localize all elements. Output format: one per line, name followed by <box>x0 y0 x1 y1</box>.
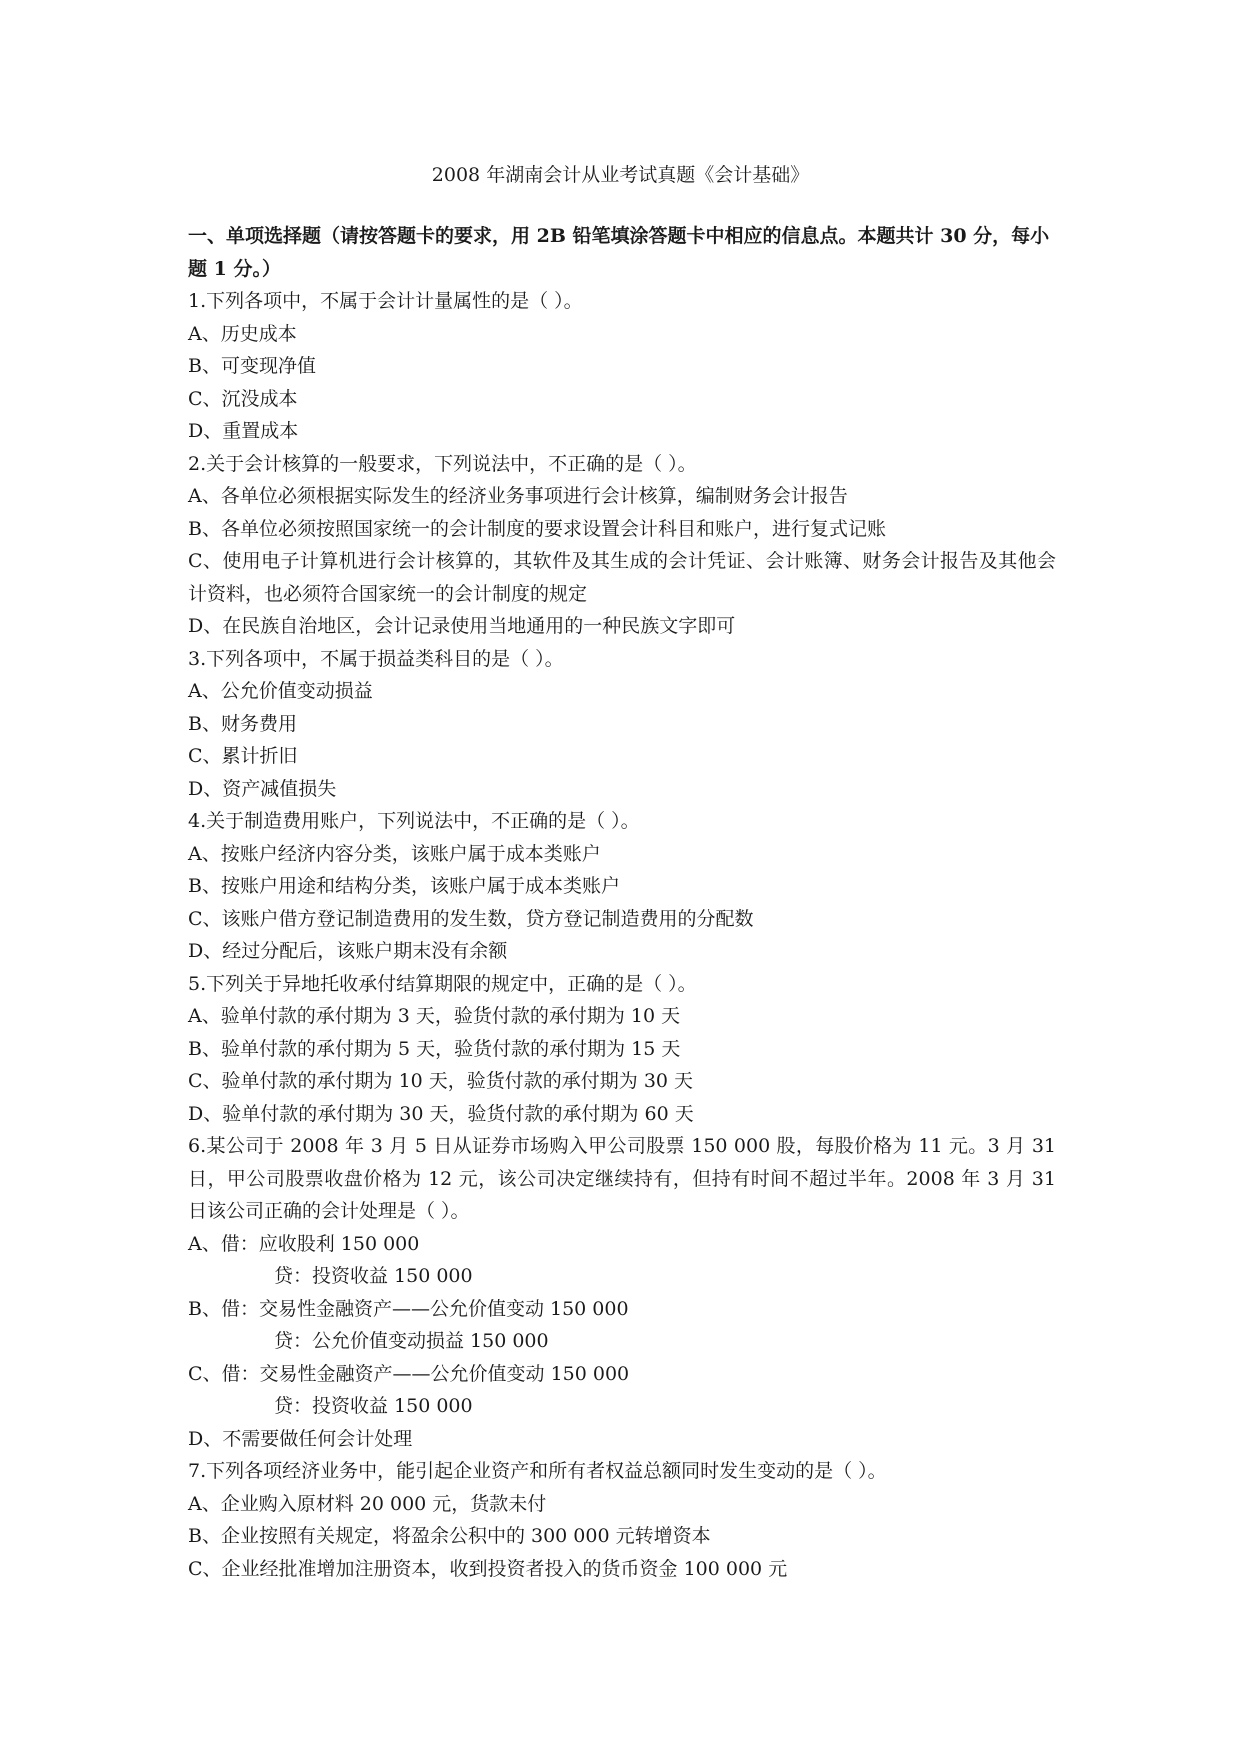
option-b: B、可变现净值 <box>188 355 316 377</box>
document-body <box>188 220 1056 1585</box>
journal-credit-line: 贷：投资收益 150 000 <box>274 1395 473 1417</box>
option-d: D、验单付款的承付期为 30 天，验货付款的承付期为 60 天 <box>188 1102 694 1125</box>
option-c: C、验单付款的承付期为 10 天，验货付款的承付期为 30 天 <box>188 1070 694 1092</box>
option-a: A、公允价值变动损益 <box>188 680 373 702</box>
question-stem: 5.下列关于异地托收承付结算期限的规定中，正确的是（ ）。 <box>188 972 697 995</box>
question-stem: 2.关于会计核算的一般要求，下列说法中，不正确的是（ ）。 <box>188 452 697 475</box>
question-stem: 4.关于制造费用账户，下列说法中，不正确的是（ ）。 <box>188 810 640 832</box>
option-a: A、按账户经济内容分类，该账户属于成本类账户 <box>188 842 601 865</box>
option-a: A、借：应收股利 150 000 <box>188 1232 420 1255</box>
option-a: A、各单位必须根据实际发生的经济业务事项进行会计核算，编制财务会计报告 <box>188 485 848 507</box>
question-stem: 7.下列各项经济业务中，能引起企业资产和所有者权益总额同时发生变动的是（ ）。 <box>188 1460 887 1482</box>
question-stem: 3.下列各项中，不属于损益类科目的是（ ）。 <box>188 647 564 670</box>
option-c: C、累计折旧 <box>188 745 298 767</box>
section-heading: 一、单项选择题（请按答题卡的要求，用 2B 铅笔填涂答题卡中相应的信息点。本题共计 30 分，每小题 1 分。） <box>188 225 1050 280</box>
option-c: C、该账户借方登记制造费用的发生数，贷方登记制造费用的分配数 <box>188 907 754 930</box>
option-b: B、按账户用途和结构分类，该账户属于成本类账户 <box>188 875 620 897</box>
option-d: D、重置成本 <box>188 420 299 442</box>
document-title: 2008 年湖南会计从业考试真题《会计基础》 <box>431 164 810 186</box>
option-b: B、企业按照有关规定，将盈余公积中的 300 000 元转增资本 <box>188 1525 711 1547</box>
option-a: A、验单付款的承付期为 3 天，验货付款的承付期为 10 天 <box>188 1005 681 1027</box>
option-c: C、借：交易性金融资产——公允价值变动 150 000 <box>188 1362 630 1385</box>
option-b: B、借：交易性金融资产——公允价值变动 150 000 <box>188 1297 629 1320</box>
option-a: A、历史成本 <box>188 322 297 345</box>
option-b: B、各单位必须按照国家统一的会计制度的要求设置会计科目和账户，进行复式记账 <box>188 517 886 540</box>
question-stem: 6.某公司于 2008 年 3 月 5 日从证券市场购入甲公司股票 150 000 股，每股价格为 11 元。3 月 31 日，甲公司股票收盘价格为 12 元，该公司决定继续持有，但持有时间不超过半年。2008 年 3 月 31 日该公司正确的会计处理是（ ）。 <box>188 1135 1056 1222</box>
option-d: D、经过分配后，该账户期末没有余额 <box>188 940 508 962</box>
journal-credit-line: 贷：投资收益 150 000 <box>274 1265 473 1287</box>
option-c: C、使用电子计算机进行会计核算的，其软件及其生成的会计凭证、会计账簿、财务会计报告及其他会计资料，也必须符合国家统一的会计制度的规定 <box>188 550 1056 605</box>
option-d: D、在民族自治地区，会计记录使用当地通用的一种民族文字即可 <box>188 615 736 637</box>
option-c: C、沉没成本 <box>188 387 298 410</box>
option-d: D、不需要做任何会计处理 <box>188 1427 413 1450</box>
question-stem: 1.下列各项中，不属于会计计量属性的是（ ）。 <box>188 290 583 312</box>
option-c: C、企业经批准增加注册资本，收到投资者投入的货币资金 100 000 元 <box>188 1557 788 1580</box>
option-a: A、企业购入原材料 20 000 元，货款未付 <box>188 1492 547 1515</box>
option-b: B、财务费用 <box>188 712 297 735</box>
option-b: B、验单付款的承付期为 5 天，验货付款的承付期为 15 天 <box>188 1037 681 1060</box>
journal-credit-line: 贷：公允价值变动损益 150 000 <box>274 1330 549 1352</box>
option-d: D、资产减值损失 <box>188 777 337 800</box>
